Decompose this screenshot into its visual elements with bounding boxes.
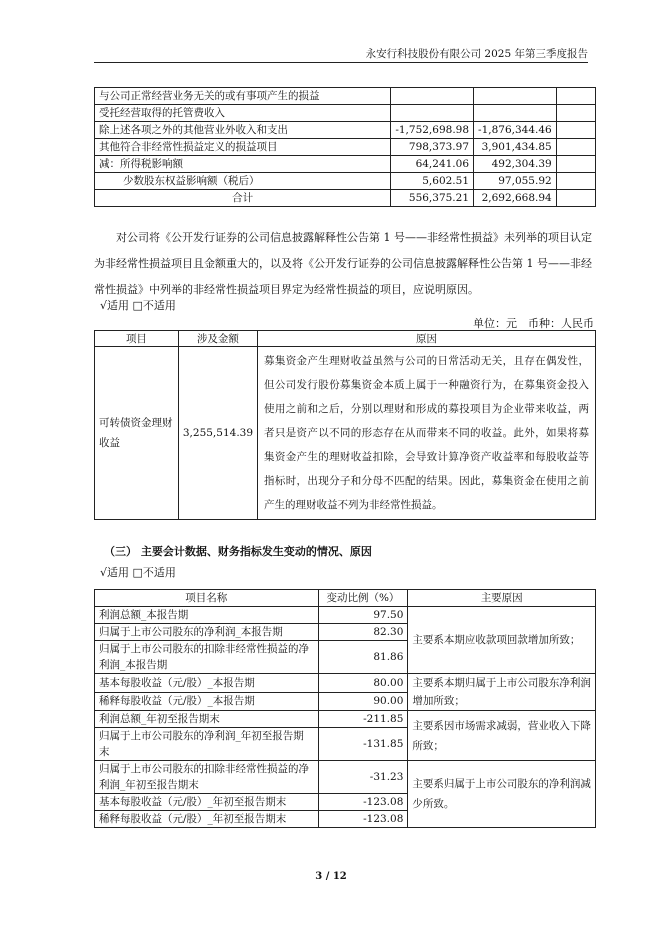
item-cell: 与公司正常经营业务无关的或有事项产生的损益: [95, 88, 391, 105]
item-cell: 可转债资金理财收益: [95, 347, 179, 520]
ytd-value-cell: -1,876,344.46: [474, 122, 557, 139]
note-cell: [556, 156, 595, 173]
table-row: [95, 674, 596, 693]
current-value-cell: 5,602.51: [391, 173, 474, 190]
current-value-cell: 64,241.06: [391, 156, 474, 173]
ratio-cell: -31.23: [318, 761, 408, 794]
ytd-value-cell: 3,901,434.85: [474, 139, 557, 156]
note-cell: [556, 122, 595, 139]
ratio-cell: 97.50: [318, 607, 408, 624]
table-row: [95, 105, 596, 122]
table-row: [95, 173, 596, 190]
ytd-value-cell: 97,055.92: [474, 173, 557, 190]
table-row: [95, 122, 596, 139]
column-header: 原因: [258, 331, 596, 347]
applicability-option: √适用 □不适用: [100, 566, 176, 579]
ytd-value-cell: [474, 88, 557, 105]
column-header: 变动比例（%）: [318, 590, 408, 607]
ratio-cell: 81.86: [318, 641, 408, 674]
item-cell: 归属于上市公司股东的净利润_年初至报告期末: [95, 728, 319, 761]
column-header: 涉及金额: [178, 331, 257, 347]
ytd-value-cell: 2,692,668.94: [474, 190, 557, 207]
item-cell: 基本每股收益（元/股）_本报告期: [95, 674, 319, 693]
amount-cell: 3,255,514.39: [178, 347, 257, 520]
ratio-cell: 90.00: [318, 692, 408, 711]
current-value-cell: -1,752,698.98: [391, 122, 474, 139]
item-cell: 归属于上市公司股东的扣除非经常性损益的净利润_本报告期: [95, 641, 319, 674]
item-cell: 归属于上市公司股东的净利润_本报告期: [95, 624, 319, 641]
note-cell: [556, 88, 595, 105]
item-cell: 归属于上市公司股东的扣除非经常性损益的净利润_年初至报告期末: [95, 761, 319, 794]
current-value-cell: [391, 105, 474, 122]
item-cell: 稀释每股收益（元/股）_年初至报告期末: [95, 811, 319, 828]
table-row: [95, 607, 596, 624]
nonrecurring-table: [94, 87, 596, 207]
ratio-cell: -123.08: [318, 811, 408, 828]
table-header-row: [95, 331, 596, 347]
page-header: 永安行科技股份有限公司 2025 年第三季度报告: [365, 48, 588, 60]
total-label-cell: 合计: [95, 190, 391, 207]
table-row: [95, 156, 596, 173]
item-cell: 利润总额_年初至报告期末: [95, 711, 319, 728]
table-row: [95, 711, 596, 728]
reason-cell: 主要系本期归属于上市公司股东净利润增加所致；: [408, 674, 596, 711]
item-cell: 稀释每股收益（元/股）_本报告期: [95, 692, 319, 711]
reason-table: [94, 330, 596, 520]
ratio-cell: -123.08: [318, 794, 408, 811]
item-cell: 其他符合非经常性损益定义的损益项目: [95, 139, 391, 156]
column-header: 主要原因: [408, 590, 596, 607]
ytd-value-cell: [474, 105, 557, 122]
note-cell: [556, 173, 595, 190]
item-cell: 少数股东权益影响额（税后）: [95, 173, 391, 190]
note-cell: [556, 139, 595, 156]
explanation-paragraph: 对公司将《公开发行证券的公司信息披露解释性公告第 1 号——非经常性损益》未列举的项目认定为非经常性损益项目且金额重大的，以及将《公开发行证券的公司信息披露解释性公告第 1 号——非经常性损益》中列举的非经常性损益项目界定为经常性损益的项目，应说明原因。: [94, 231, 592, 296]
ytd-value-cell: 492,304.39: [474, 156, 557, 173]
current-value-cell: 798,373.97: [391, 139, 474, 156]
column-header: 项目名称: [95, 590, 319, 607]
table-header-row: [95, 590, 596, 607]
unit-currency-line: 单位：元 币种：人民币: [473, 317, 594, 330]
change-table: [94, 589, 596, 828]
column-header: 项目: [95, 331, 179, 347]
section-title: （三） 主要会计数据、财务指标发生变动的情况、原因: [104, 545, 372, 558]
current-value-cell: [391, 88, 474, 105]
ratio-cell: 80.00: [318, 674, 408, 693]
item-cell: 基本每股收益（元/股）_年初至报告期末: [95, 794, 319, 811]
item-cell: 利润总额_本报告期: [95, 607, 319, 624]
current-value-cell: 556,375.21: [391, 190, 474, 207]
table-row: [95, 190, 596, 207]
table-row: [95, 88, 596, 105]
header-divider: [94, 62, 588, 63]
note-cell: [556, 190, 595, 207]
ratio-cell: -211.85: [318, 711, 408, 728]
item-cell: 除上述各项之外的其他营业外收入和支出: [95, 122, 391, 139]
reason-cell: 主要系归属于上市公司股东的净利润减少所致。: [408, 761, 596, 828]
note-cell: [556, 105, 595, 122]
page-number: 3 / 12: [315, 871, 347, 882]
table-row: [95, 139, 596, 156]
ratio-cell: -131.85: [318, 728, 408, 761]
reason-cell: 主要系本期应收款项回款增加所致；: [408, 607, 596, 674]
applicability-option: √适用 □不适用: [100, 299, 176, 312]
table-row: [95, 347, 596, 520]
ratio-cell: 82.30: [318, 624, 408, 641]
item-cell: 受托经营取得的托管费收入: [95, 105, 391, 122]
reason-cell: 主要系因市场需求减弱，营业收入下降所致；: [408, 711, 596, 761]
reason-cell: 募集资金产生理财收益虽然与公司的日常活动无关，且存在偶发性，但公司发行股份募集资金本质上属于一种融资行为，在募集资金投入使用之前和之后，分别以理财和形成的募投项目为企业带来收益，两者只是资产以不同的形态存在从而带来不同的收益。此外，如果将募集资金产生的理财收益扣除，会导致计算净资产收益率和每股收益等指标时，出现分子和分母不匹配的结果。因此，募集资金在使用之前产生的理财收益不列为非经常性损益。: [258, 347, 596, 520]
item-cell: 减：所得税影响额: [95, 156, 391, 173]
table-row: [95, 761, 596, 794]
